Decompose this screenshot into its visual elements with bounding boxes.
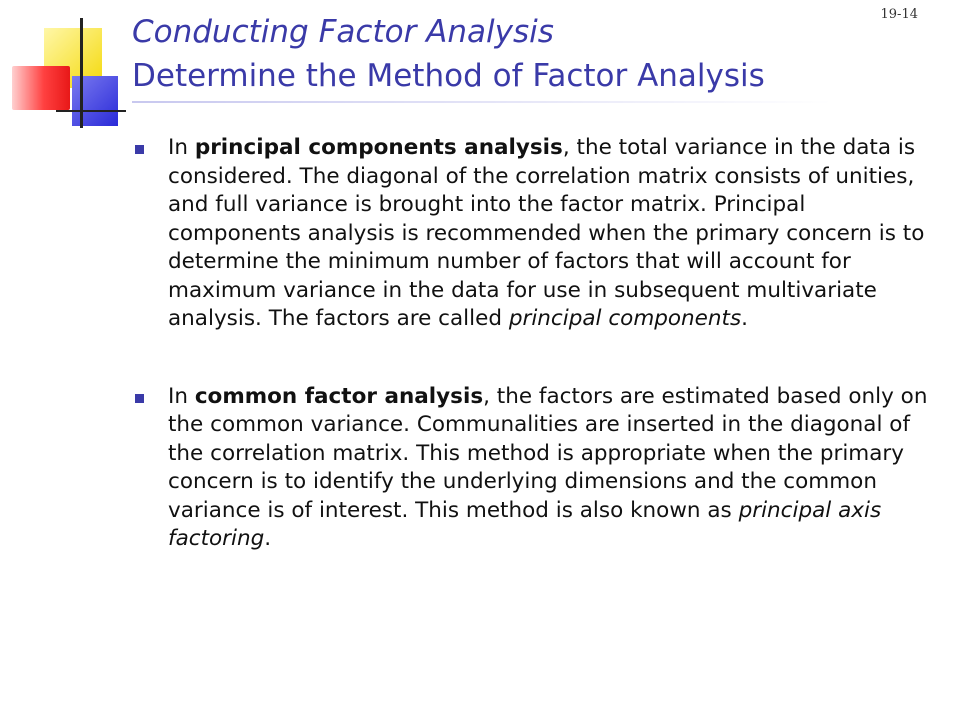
square-bullet-icon bbox=[135, 394, 144, 403]
decorative-logo bbox=[0, 0, 140, 140]
term-principal-components-analysis: principal components analysis bbox=[194, 135, 563, 160]
blue-square-graphic bbox=[72, 76, 118, 126]
term-common-factor-analysis: common factor analysis bbox=[194, 383, 484, 409]
term-principal-components: principal components bbox=[508, 306, 742, 331]
horizontal-line-graphic bbox=[56, 110, 126, 112]
title-line-2: Determine the Method of Factor Analysis bbox=[132, 58, 765, 94]
bullet-principal-components: In principal components analysis, the total variance in the data is considered. The diagonal of the correlation matrix consists of unities, and full variance is brought into the factor matrix. Principal components analysis is recommended when the primary concern is to determine the minimum number of factors that will account for maximum variance in the data for use in subsequent multivariate analysis. The factors are called principal components. bbox=[168, 134, 938, 334]
term-principal-axis-factoring: principal axis factoring bbox=[168, 497, 882, 551]
slide-content bbox=[168, 134, 938, 603]
title-divider bbox=[132, 101, 832, 103]
slide-title bbox=[132, 10, 932, 98]
bullet-common-factor: In common factor analysis, the factors are estimated based only on the common variance. Communalities are inserted in the diagonal of the correlation matrix. This method is appropriate when the primary concern is to identify the underlying dimensions and the common variance is of interest. This method is also known as principal axis factoring. bbox=[168, 383, 938, 554]
title-line-1: Conducting Factor Analysis bbox=[132, 14, 554, 50]
square-bullet-icon bbox=[135, 145, 144, 154]
slide-number: 19-14 bbox=[880, 7, 918, 22]
red-square-graphic bbox=[12, 66, 70, 110]
